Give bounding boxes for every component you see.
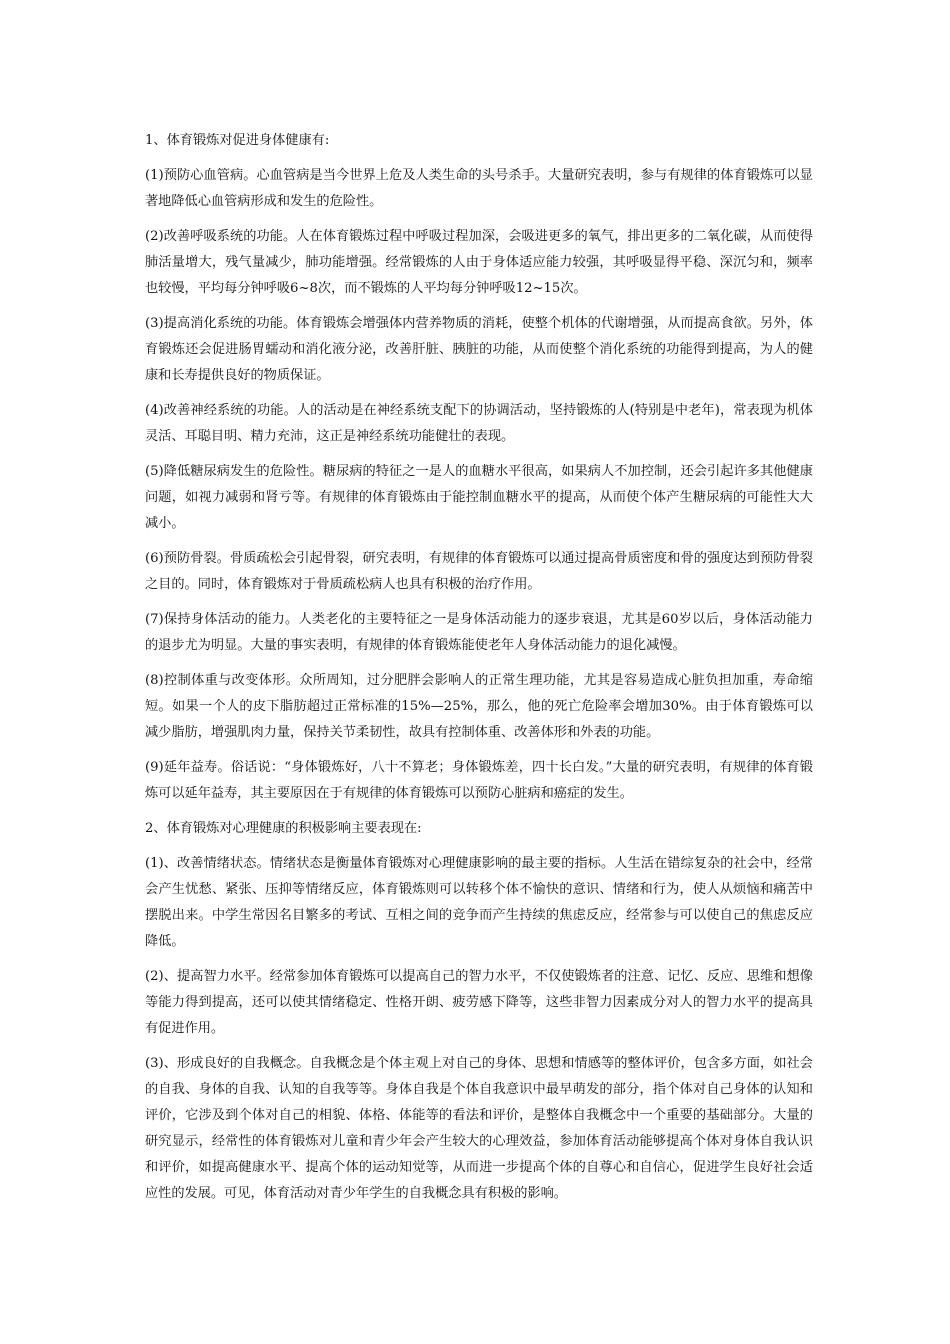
paragraph-diabetes: (5)降低糖尿病发生的危险性。糖尿病的特征之一是人的血糖水平很高，如果病人不加控制，还会引起许多其他健康问题，如视力减弱和肾亏等。有规律的体育锻炼由于能控制血糖水平的提高，从而使个体产生糖尿病的可能性大大减小。 — [145, 464, 813, 531]
section-heading-mental-health: 2、体育锻炼对心理健康的积极影响主要表现在: — [145, 821, 422, 836]
paragraph-fracture: (6)预防骨裂。骨质疏松会引起骨裂，研究表明，有规律的体育锻炼可以通过提高骨质密度和骨的强度达到预防骨裂之目的。同时，体育锻炼对于骨质疏松病人也具有积极的治疗作用。 — [145, 551, 813, 592]
paragraph-nervous: (4)改善神经系统的功能。人的活动是在神经系统支配下的协调活动，坚持锻炼的人(特别是中老年)，常表现为机体灵活、耳聪目明、精力充沛，这正是神经系统功能健壮的表现。 — [145, 403, 813, 444]
paragraph-intelligence: (2)、提高智力水平。经常参加体育锻炼可以提高自己的智力水平，不仅使锻炼者的注意、记忆、反应、思维和想像等能力得到提高，还可以使其情绪稳定、性格开朗、疲劳感下降等，这些非智力因素成分对人的智力水平的提高具有促进作用。 — [145, 969, 813, 1036]
section-heading-physical-health: 1、体育锻炼对促进身体健康有: — [145, 133, 330, 148]
paragraph-activity: (7)保持身体活动的能力。人类老化的主要特征之一是身体活动能力的逐步衰退，尤其是60岁以后，身体活动能力的退步尤为明显。大量的事实表明，有规律的体育锻炼能使老年人身体活动能力的退化减慢。 — [145, 612, 813, 653]
paragraph-weight: (8)控制体重与改变体形。众所周知，过分肥胖会影响人的正常生理功能，尤其是容易造成心脏负担加重，寿命缩短。如果一个人的皮下脂肪超过正常标准的15%—25%，那么，他的死亡危险率会增加30%。由于体育锻炼可以减少脂肪，增强肌肉力量，保持关节柔韧性，故具有控制体重、改善体形和外表的功能。 — [145, 673, 813, 740]
paragraph-emotion: (1)、改善情绪状态。情绪状态是衡量体育锻炼对心理健康影响的最主要的指标。人生活在错综复杂的社会中，经常会产生忧愁、紧张、压抑等情绪反应，体育锻炼则可以转移个体不愉快的意识、情绪和行为，使人从烦恼和痛苦中摆脱出来。中学生常因名目繁多的考试、互相之间的竞争而产生持续的焦虑反应，经常参与可以使自己的焦虑反应降低。 — [145, 856, 813, 949]
paragraph-cardiovascular: (1)预防心血管病。心血管病是当今世界上危及人类生命的头号杀手。大量研究表明，参与有规律的体育锻炼可以显著地降低心血管病形成和发生的危险性。 — [145, 168, 813, 209]
paragraph-digestive: (3)提高消化系统的功能。体育锻炼会增强体内营养物质的消耗，使整个机体的代谢增强，从而提高食欲。另外，体育锻炼还会促进肠胃蠕动和消化液分泌，改善肝脏、胰脏的功能，从而使整个消化系统的功能得到提高，为人的健康和长寿提供良好的物质保证。 — [145, 316, 813, 383]
document-body — [145, 128, 813, 1216]
paragraph-self-concept: (3)、形成良好的自我概念。自我概念是个体主观上对自己的身体、思想和情感等的整体评价，包含多方面，如社会的自我、身体的自我、认知的自我等等。身体自我是个体自我意识中最早萌发的部分，指个体对自己身体的认知和评价，它涉及到个体对自己的相貌、体格、体能等的看法和评价，是整体自我概念中一个重要的基础部分。大量的研究显示，经常性的体育锻炼对儿童和青少年会产生较大的心理效益，参加体育活动能够提高个体对身体自我认识和评价，如提高健康水平、提高个体的运动知觉等，从而进一步提高个体的自尊心和自信心，促进学生良好社会适应性的发展。可见，体育活动对青少年学生的自我概念具有积极的影响。 — [145, 1056, 813, 1201]
paragraph-respiratory: (2)改善呼吸系统的功能。人在体育锻炼过程中呼吸过程加深，会吸进更多的氧气，排出更多的二氧化碳，从而使得肺活量增大，残气量减少，肺功能增强。经常锻炼的人由于身体适应能力较强，其呼吸显得平稳、深沉匀和，频率也较慢，平均每分钟呼吸6~8次，而不锻炼的人平均每分钟呼吸12~15次。 — [145, 229, 813, 296]
paragraph-longevity: (9)延年益寿。俗话说：“身体锻炼好，八十不算老；身体锻炼差，四十长白发。”大量的研究表明，有规律的体育锻炼可以延年益寿，其主要原因在于有规律的体育锻炼可以预防心脏病和癌症的发生。 — [145, 760, 813, 801]
